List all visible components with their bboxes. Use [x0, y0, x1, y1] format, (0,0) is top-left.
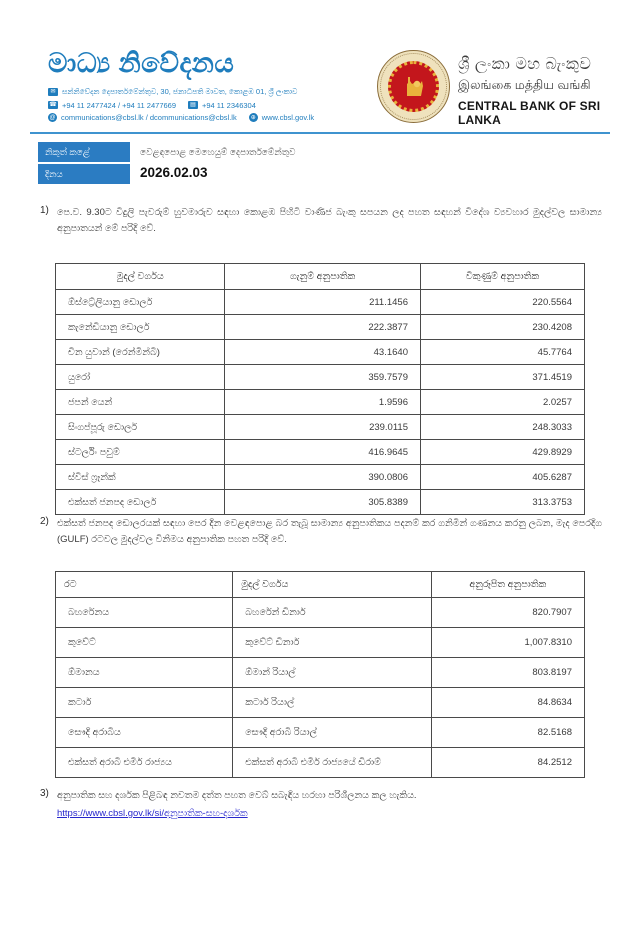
- column-header-currency: මුදල් වර්ගය: [233, 572, 431, 598]
- paragraph-2-number: 2): [40, 516, 49, 527]
- contact-address: සන්නිවේදන දෙපාර්තමේන්තුව, 30, ජනාධිපති මාවත, කොළඹ 01, ශ්‍රී ලංකාව: [62, 87, 298, 96]
- paragraph-1-text: පෙ.ව. 9.30ට විදුලි පැවරුම් හුවමාරුව සඳහා කොළඹ පිහිටි වාණිජ බැංකු සපයන ලද පහත සඳහන් විදේශ ව්‍යවහාර මුදල්වල සාමාන්‍ය අනුපාතයන් මේ පරිදි වේ.: [57, 207, 602, 234]
- issued-by-value: වෙළඳපොළ මෙහෙයුම් දෙපාර්තමේන්තුව: [140, 147, 296, 157]
- column-header-sell-rate: විකුණුම් අනුපාතික: [420, 264, 584, 290]
- paragraph-3: [40, 788, 602, 804]
- table-header-row: [56, 572, 585, 598]
- currency-cell: ඕස්ට්‍රේලියානු ඩොලර්: [56, 290, 225, 315]
- table-row: [56, 390, 585, 415]
- sell-rate-cell: 2.0257: [420, 390, 584, 415]
- page-title: මාධ්‍ය නිවේදනය: [48, 48, 235, 78]
- currency-cell: ඕමාන් රියාල්: [233, 658, 431, 688]
- sell-rate-cell: 313.3753: [420, 490, 584, 515]
- column-header-country: රට: [56, 572, 233, 598]
- table-row: [56, 490, 585, 515]
- phone-icon: ☎: [49, 102, 57, 108]
- buy-rate-cell: 390.0806: [225, 465, 421, 490]
- buy-rate-cell: 1.9596: [225, 390, 421, 415]
- rate-cell: 84.8634: [431, 688, 584, 718]
- sell-rate-cell: 429.8929: [420, 440, 584, 465]
- email-icon: @: [49, 114, 56, 121]
- envelope-icon: ✉: [48, 88, 58, 96]
- issued-by-label: නිකුත් කළේ: [38, 142, 130, 162]
- table-row: [56, 658, 585, 688]
- currency-cell: චීන යුවාන් (රෙන්මින්බි): [56, 340, 225, 365]
- buy-rate-cell: 305.8389: [225, 490, 421, 515]
- paragraph-2: [40, 516, 602, 547]
- contact-website[interactable]: www.cbsl.gov.lk: [261, 113, 315, 122]
- table-row: [56, 315, 585, 340]
- table-row: [56, 688, 585, 718]
- bank-name-english: CENTRAL BANK OF SRI LANKA: [458, 99, 601, 127]
- currency-cell: එක්සත් ජනපද ඩොලර්: [56, 490, 225, 515]
- table-row: [56, 415, 585, 440]
- fax-icon: ▤: [188, 101, 198, 109]
- table-row: [56, 440, 585, 465]
- bank-name-tamil: இலங்கை மத்திய வங்கி: [458, 78, 591, 92]
- sell-rate-cell: 45.7764: [420, 340, 584, 365]
- sell-rate-cell: 220.5564: [420, 290, 584, 315]
- column-header-currency: මුදල් වර්ගය: [56, 264, 225, 290]
- country-cell: කටාර්: [56, 688, 233, 718]
- table-row: [56, 290, 585, 315]
- buy-rate-cell: 222.3877: [225, 315, 421, 340]
- buy-rate-cell: 416.9645: [225, 440, 421, 465]
- buy-rate-cell: 43.1640: [225, 340, 421, 365]
- buy-rate-cell: 239.0115: [225, 415, 421, 440]
- country-cell: සෞදි අරාබිය: [56, 718, 233, 748]
- paragraph-2-text: එක්සත් ජනපද ඩොලරයක් සඳහා පෙර දින වෙළඳපොළ බර තැබූ සාමාන්‍ය අනුපාතිකය පදනම් කර ගනිමින් ගණනය කරනු ලබන, මැද පෙරදිග (GULF) රටවල මුදල්වල විනිමය අනුපාතික පහත පරිදි වේ.: [57, 518, 602, 545]
- rate-cell: 1,007.8310: [431, 628, 584, 658]
- currency-cell: කැනේඩියානු ඩොලර්: [56, 315, 225, 340]
- buy-rate-cell: 359.7579: [225, 365, 421, 390]
- currency-cell: ජපන් යෙන්: [56, 390, 225, 415]
- table-header-row: [56, 264, 585, 290]
- globe-icon: ⊕: [250, 114, 256, 121]
- sell-rate-cell: 248.3033: [420, 415, 584, 440]
- country-cell: ඕමානය: [56, 658, 233, 688]
- country-cell: එක්සත් අරාබි එමීර් රාජ්‍යය: [56, 748, 233, 778]
- gulf-rates-table: [55, 571, 585, 778]
- table-row: [56, 598, 585, 628]
- column-header-buy-rate: ගැනුම් අනුපාතික: [225, 264, 421, 290]
- currency-cell: කටාර් රියාල්: [233, 688, 431, 718]
- sell-rate-cell: 371.4519: [420, 365, 584, 390]
- paragraph-1-number: 1): [40, 205, 49, 216]
- rate-cell: 803.8197: [431, 658, 584, 688]
- column-header-rate: අනුරූපිත අනුපාතික: [431, 572, 584, 598]
- rates-indicators-link[interactable]: https://www.cbsl.gov.lk/si/අනුපාතික-සහ-දර්ශක: [57, 808, 248, 819]
- currency-cell: බහරේන් ඩිනාර්: [233, 598, 431, 628]
- contact-phone-row: [48, 101, 314, 110]
- table-row: [56, 340, 585, 365]
- buy-rate-cell: 211.1456: [225, 290, 421, 315]
- contact-block: [48, 87, 314, 126]
- currency-cell: එක්සත් අරාබි එමීර් රාජ්‍යයේ ඩිරාම්: [233, 748, 431, 778]
- paragraph-1: [40, 205, 602, 236]
- currency-cell: ස්විස් ෆ්‍රෑන්ක්: [56, 465, 225, 490]
- bank-name-block: [458, 56, 640, 127]
- currency-cell: යුරෝ: [56, 365, 225, 390]
- table-row: [56, 748, 585, 778]
- currency-cell: කුවේට් ඩිනාර්: [233, 628, 431, 658]
- sell-rate-cell: 230.4208: [420, 315, 584, 340]
- country-cell: බහරේනය: [56, 598, 233, 628]
- rate-cell: 84.2512: [431, 748, 584, 778]
- rate-cell: 820.7907: [431, 598, 584, 628]
- table-row: [56, 365, 585, 390]
- logo-outer-ring: [380, 53, 447, 120]
- rate-cell: 82.5168: [431, 718, 584, 748]
- contact-emails: communications@cbsl.lk / dcommunications@cbsl.lk: [61, 113, 237, 122]
- table-row: [56, 465, 585, 490]
- sell-rate-cell: 405.6287: [420, 465, 584, 490]
- exchange-rates-table: [55, 263, 585, 515]
- paragraph-3-text: අනුපාතික සහ දර්ශක පිළිබඳ නවතම දත්ත පහත වෙබ් සබැඳිය හරහා පරිශීලනය කල හැකිය.: [57, 790, 417, 801]
- date-value: 2026.02.03: [140, 165, 208, 180]
- currency-cell: සෞදි අරාබි රියාල්: [233, 718, 431, 748]
- table-row: [56, 628, 585, 658]
- currency-cell: සිංගප්පූරු ඩොලර්: [56, 415, 225, 440]
- cbsl-logo: [377, 50, 450, 123]
- bank-name-sinhala: ශ්‍රී ලංකා මහ බැංකුව: [458, 56, 592, 73]
- contact-web-row: [48, 113, 314, 122]
- country-cell: කුවේට්: [56, 628, 233, 658]
- header-divider: [30, 132, 610, 134]
- paragraph-3-number: 3): [40, 788, 49, 799]
- table-row: [56, 718, 585, 748]
- currency-cell: ස්ටර්ලිං පවුම්: [56, 440, 225, 465]
- date-label: දිනය: [38, 164, 130, 184]
- contact-fax: +94 11 2346304: [202, 100, 256, 110]
- contact-address-row: [48, 87, 314, 97]
- contact-phones: +94 11 2477424 / +94 11 2477669: [62, 100, 176, 110]
